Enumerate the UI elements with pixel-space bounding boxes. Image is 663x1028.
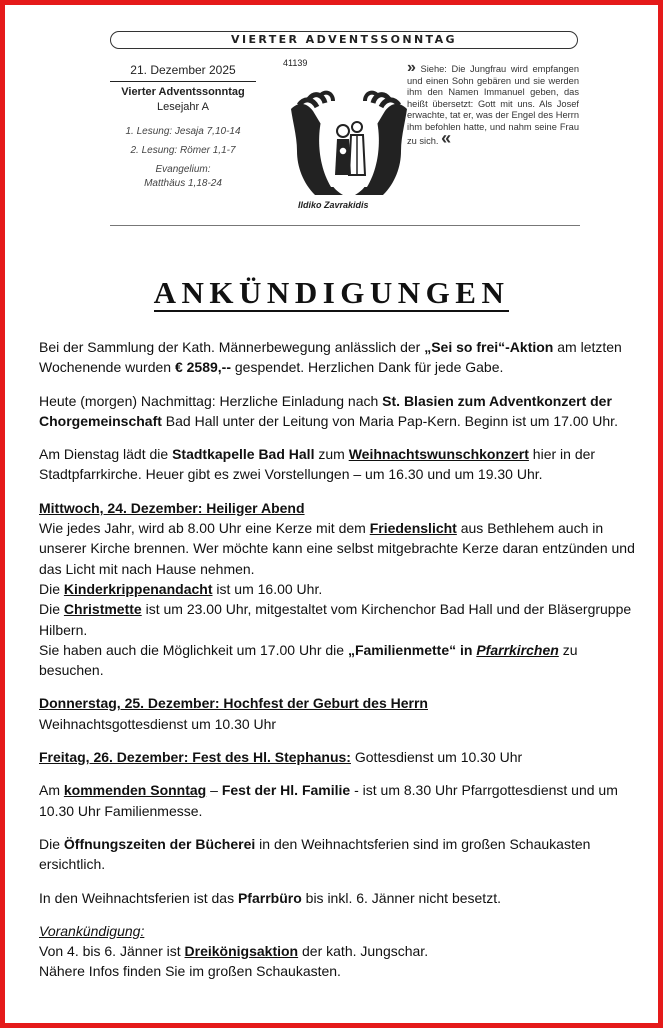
image-number: 41139 xyxy=(283,58,308,68)
announcement-st-stephen: Freitag, 26. Dezember: Fest des Hl. Stephanus: Gottesdienst um 10.30 Uhr xyxy=(39,749,523,766)
quote-open-mark: » xyxy=(407,59,416,76)
artist-credit: Ildiko Zavrakidis xyxy=(298,200,369,210)
announcements xyxy=(39,337,639,995)
sunday-name: Vierter Adventssonntag xyxy=(121,86,245,98)
hands-holy-family-illustration xyxy=(285,71,413,199)
liturgy-info xyxy=(110,63,256,191)
service-date: 21. Dezember 2025 xyxy=(110,63,256,82)
section-heading: Donnerstag, 25. Dezember: Hochfest der Geburt des Herrn xyxy=(39,695,428,712)
section-heading: Vorankündigung: xyxy=(39,922,145,939)
section-heading: Mittwoch, 24. Dezember: Heiliger Abend xyxy=(39,499,305,516)
page-title: ANKÜNDIGUNGEN xyxy=(153,275,510,310)
gospel-reference: Matthäus 1,18-24 xyxy=(144,178,222,189)
leaflet-header xyxy=(110,27,580,226)
announcement-christmas-day: Donnerstag, 25. Dezember: Hochfest der Geburt des Herrn Weihnachtsgottesdienst um 10.30 Uhr xyxy=(39,695,428,732)
reading-year: Lesejahr A xyxy=(157,101,209,113)
section-heading: Freitag, 26. Dezember: Fest des Hl. Stephanus: xyxy=(39,749,351,766)
sunday-banner: VIERTER ADVENTSSONNTAG xyxy=(110,31,578,49)
announcement-wish-concert: Am Dienstag lädt die Stadtkapelle Bad Hall zum Weihnachtswunschkonzert hier in der Stadtpfarrkirche. Heuer gibt es zwei Vorstellungen – um 16.30 und um 19.30 Uhr. xyxy=(39,446,596,483)
first-reading: 1. Lesung: Jesaja 7,10-14 xyxy=(125,126,241,137)
announcement-advent-concert: Heute (morgen) Nachmittag: Herzliche Einladung nach St. Blasien zum Adventkonzert der Chorgemeinschaft Bad Hall unter der Leitung von Maria Pap-Kern. Beginn ist um 17.00 Uhr. xyxy=(39,392,618,429)
gospel-label: Evangelium: xyxy=(155,164,211,175)
announcement-preview: Vorankündigung: Von 4. bis 6. Jänner ist Dreikönigsaktion der kath. Jungschar. Nähere Infos finden Sie im großen Schaukasten. xyxy=(39,922,429,980)
announcement-collection: Bei der Sammlung der Kath. Männerbewegung anlässlich der „Sei so frei“-Aktion am letzten Wochenende wurden € 2589,-- gespendet. Herzlichen Dank für jede Gabe. xyxy=(39,339,622,376)
announcement-christmas-eve: Mittwoch, 24. Dezember: Heiliger Abend Wie jedes Jahr, wird ab 8.00 Uhr eine Kerze mit dem Friedenslicht aus Bethlehem auch in unserer Kirche brennen. Wer möchte kann eine selbst mitgebrachte Kerze daran entzünden und das Licht mit nach Hause nehmen. Die Kinderkrippenandacht ist um 16.00 Uhr. Die Christmette ist um 23.00 Uhr, mitgestaltet vom Kirchenchor Bad Hall und der Bläsergruppe Hilbern. Sie haben auch die Möglichkeit um 17.00 Uhr die „Familienmette“ in Pfarrkirchen zu besuchen. xyxy=(39,499,635,679)
quote-close-mark: « xyxy=(441,128,452,148)
second-reading: 2. Lesung: Römer 1,1-7 xyxy=(130,145,236,156)
announcement-parish-office: In den Weihnachtsferien ist das Pfarrbüro bis inkl. 6. Jänner nicht besetzt. xyxy=(39,889,501,906)
quote-text: Siehe: Die Jungfrau wird empfangen und einen Sohn gebären und sie werden ihm den Namen Immanuel geben, das heißt übersetzt: Gott mit uns. Als Josef erwachte, tat er, was der Engel des Herrn ihm befohlen hatte, und nahm seine Frau zu sich. xyxy=(407,64,579,146)
announcement-library-hours: Die Öffnungszeiten der Bücherei in den Weihnachtsferien sind im großen Schaukasten ersichtlich. xyxy=(39,835,591,873)
announcement-holy-family: Am kommenden Sonntag – Fest der Hl. Familie - ist um 8.30 Uhr Pfarrgottesdienst und um 10.30 Uhr Familienmesse. xyxy=(39,782,618,819)
gospel-quote xyxy=(407,59,579,148)
